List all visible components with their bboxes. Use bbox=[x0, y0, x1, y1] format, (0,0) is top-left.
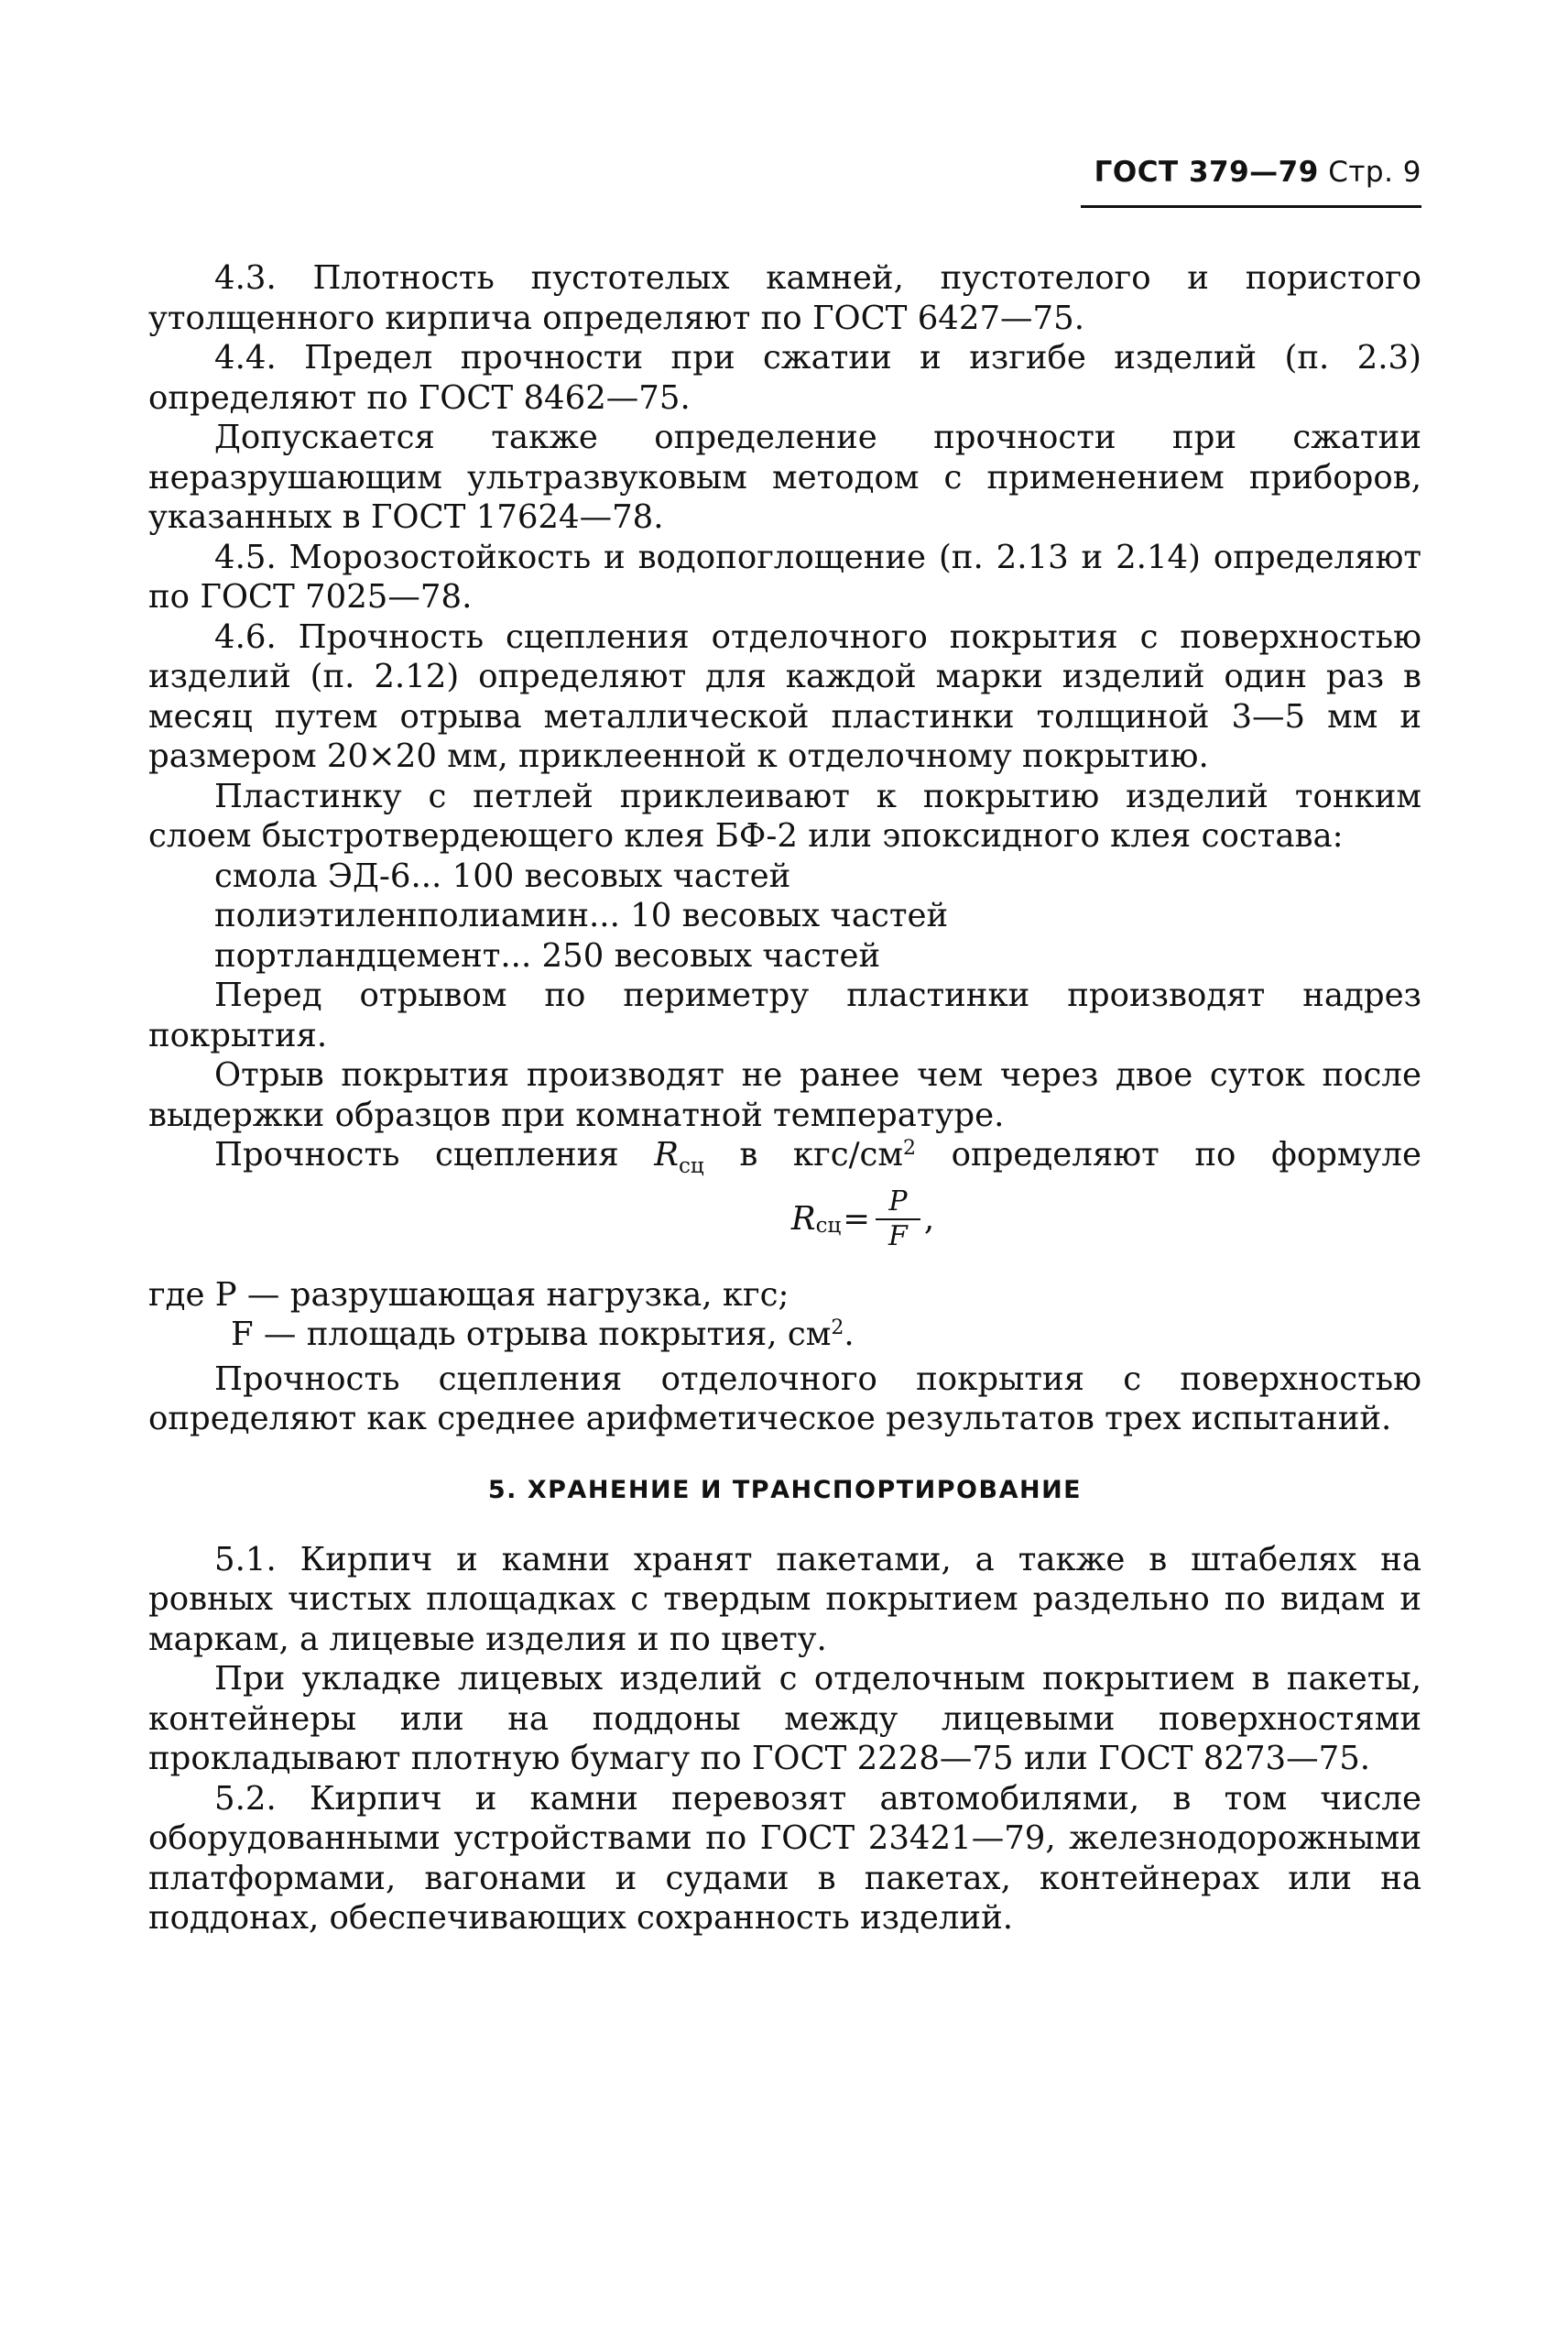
paragraph-4-4-ultrasonic: Допускается также определение прочности при сжатии неразрушающим ультразвуковым методом с применением приборов, указанных в ГОСТ 17624—78. bbox=[148, 419, 1421, 536]
formula-denominator: F bbox=[888, 1219, 908, 1252]
composition-item: портландцемент... 250 весовых частей bbox=[214, 936, 881, 975]
composition-item: смола ЭД-6... 100 весовых частей bbox=[214, 857, 791, 895]
where-line-f: F — площадь отрыва покрытия, $см^2$. bbox=[231, 1316, 855, 1353]
paragraph-5-1-packing: При укладке лицевых изделий с отделочным покрытием в пакеты, контейнеры или на поддоны между лицевыми поверхностями прокладывают плотную бумагу по ГОСТ 2228—75 или ГОСТ 8273—75. bbox=[148, 1660, 1421, 1777]
where-line-p: где P — разрушающая нагрузка, кгс; bbox=[148, 1275, 789, 1314]
paragraph-4-6-glue: Пластинку с петлей приклеивают к покрытию изделий тонким слоем быстротвердеющего клея БФ-2 или эпоксидного клея состава: bbox=[148, 777, 1421, 855]
paragraph-4-6-incision: Перед отрывом по периметру пластинки производят надрез покрытия. bbox=[148, 977, 1421, 1054]
formula-numerator: P bbox=[888, 1185, 908, 1218]
page-number: Стр. 9 bbox=[1328, 156, 1421, 189]
formula-lhs: R bbox=[790, 1199, 816, 1238]
paragraph-4-3: 4.3. Плотность пустотелых камней, пустотелого и пористого утолщенного кирпича определяют по ГОСТ 6427—75. bbox=[148, 259, 1421, 337]
adhesion-formula: R сц = $\frac{P}{F}$ , bbox=[790, 1185, 935, 1252]
formula-intro: Прочность сцепления $R_{сц}$ в кгс/$см^2$ определяют по формуле bbox=[214, 1136, 1421, 1178]
paragraph-4-6-average: Прочность сцепления отделочного покрытия с поверхностью определяют как среднее арифметическое результатов трех испытаний. bbox=[148, 1360, 1421, 1437]
paragraph-4-4: 4.4. Предел прочности при сжатии и изгибе изделий (п. 2.3) определяют по ГОСТ 8462—75. bbox=[148, 339, 1421, 417]
paragraph-5-2: 5.2. Кирпич и камни перевозят автомобилями, в том числе оборудованными устройствами по ГОСТ 23421—79, железнодорожными платформами, вагонами и судами в пакетах, контейнерах или на поддонах, обеспечивающих сохранность изделий. bbox=[148, 1779, 1421, 1937]
standard-number: ГОСТ 379—79 bbox=[1094, 156, 1319, 189]
composition-item: полиэтиленполиамин... 10 весовых частей bbox=[214, 897, 949, 934]
header-rule bbox=[1081, 205, 1421, 208]
paragraph-4-6-detachment: Отрыв покрытия производят не ранее чем через двое суток после выдержки образцов при комнатной температуре. bbox=[148, 1056, 1421, 1134]
paragraph-4-6: 4.6. Прочность сцепления отделочного покрытия с поверхностью изделий (п. 2.12) определяют для каждой марки изделий один раз в месяц путем отрыва металлической пластинки толщиной 3—5 мм и размером 20×20 мм, приклеенной к отделочному покрытию. bbox=[148, 617, 1421, 775]
section-5-heading: 5. ХРАНЕНИЕ И ТРАНСПОРТИРОВАНИЕ bbox=[487, 1475, 1083, 1504]
paragraph-4-5: 4.5. Морозостойкость и водопоглощение (п. 2.13 и 2.14) определяют по ГОСТ 7025—78. bbox=[148, 538, 1421, 616]
formula-lhs-subscript: сц bbox=[815, 1213, 842, 1238]
formula-equals: = bbox=[843, 1199, 871, 1238]
formula-fraction bbox=[876, 1185, 920, 1253]
document-body bbox=[148, 258, 1421, 1938]
running-header bbox=[1035, 154, 1421, 191]
paragraph-5-1: 5.1. Кирпич и камни хранят пакетами, а также в штабелях на ровных чистых площадках с твердым покрытием раздельно по видам и маркам, а лицевые изделия и по цвету. bbox=[148, 1540, 1421, 1658]
